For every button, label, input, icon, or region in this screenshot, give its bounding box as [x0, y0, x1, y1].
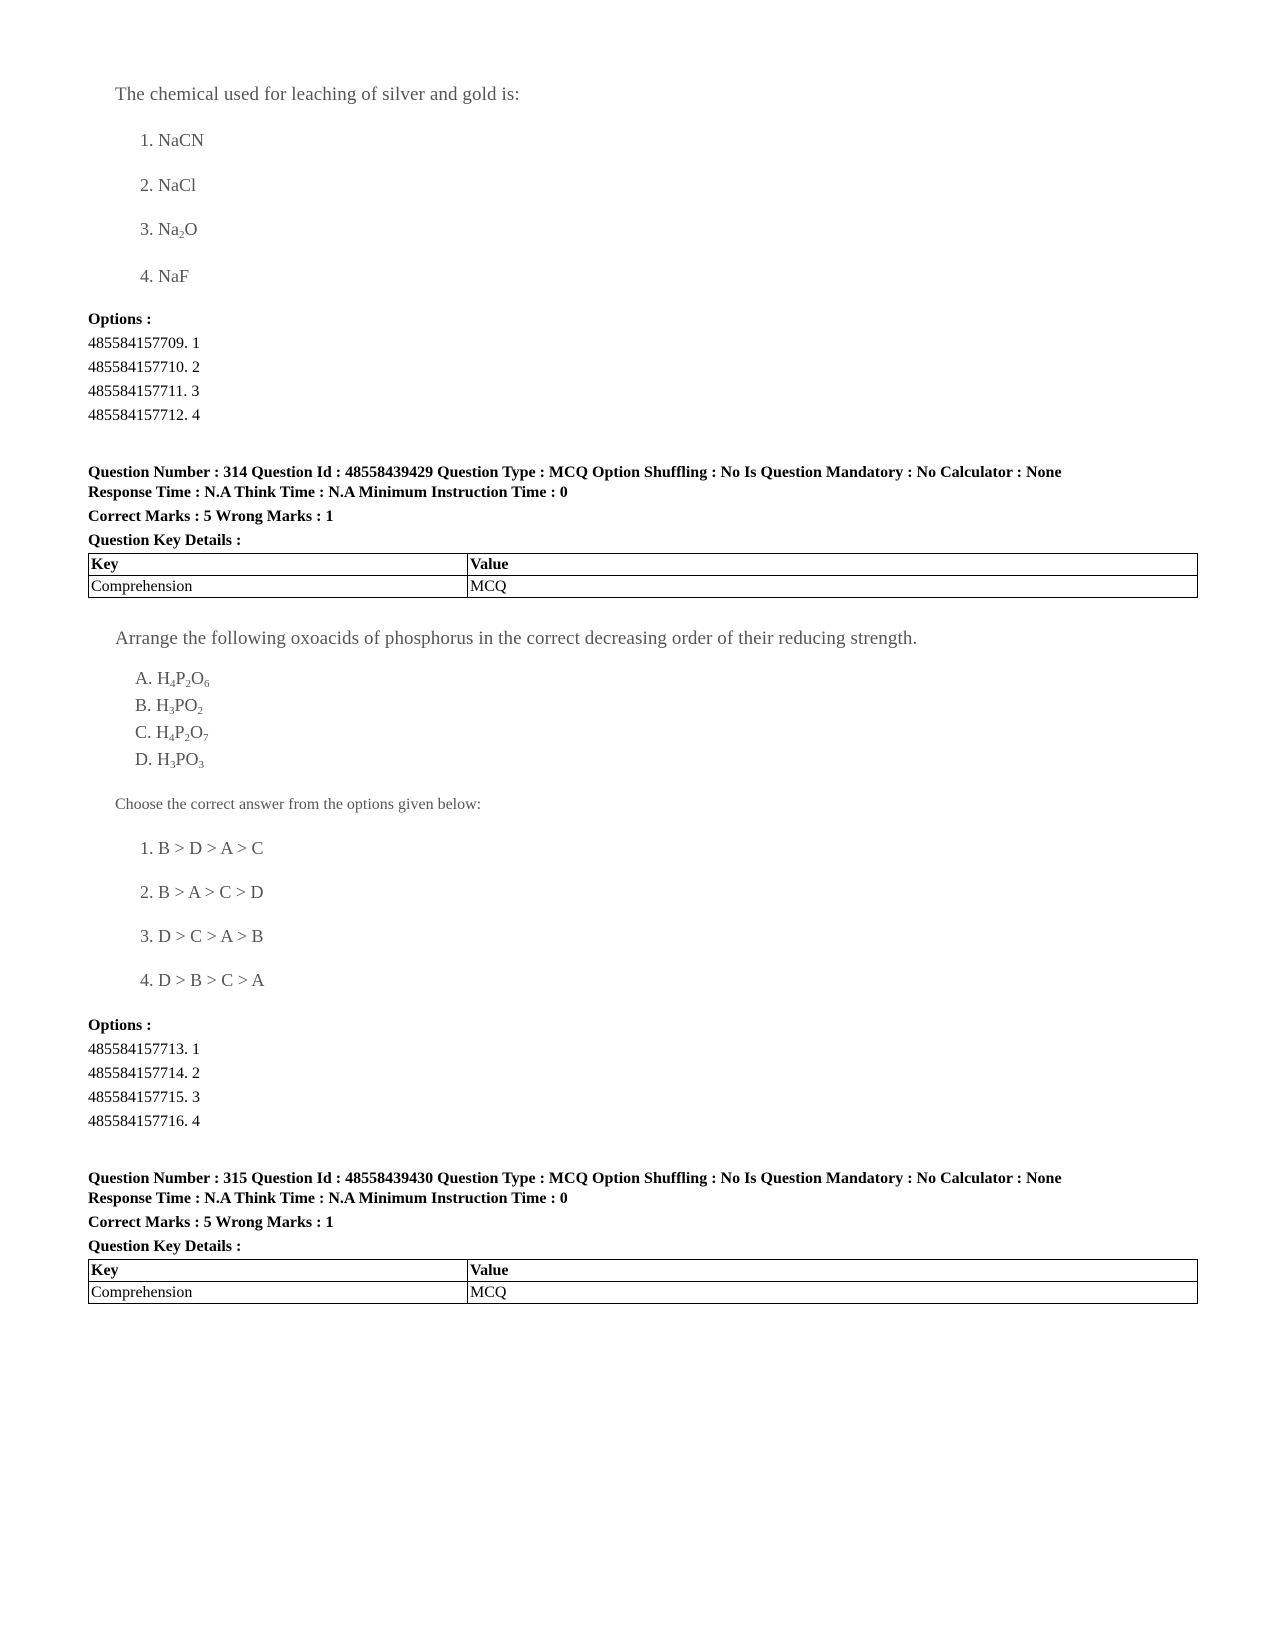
q313-image-option-3: 3. $Na_2O$ — [140, 219, 198, 241]
question-313-text: The chemical used for leaching of silver and gold is: — [115, 84, 520, 105]
question-meta-line1: Question Number : 315 Question Id : 48558439430 Question Type : MCQ Option Shuffling : No Is Question Mandatory : No Calculator : None — [88, 1170, 1062, 1187]
table-header-key: Key — [89, 1260, 468, 1282]
marks-line: Correct Marks : 5 Wrong Marks : 1 — [88, 1214, 334, 1231]
question-meta-line1: Question Number : 314 Question Id : 48558439429 Question Type : MCQ Option Shuffling : No Is Question Mandatory : No Calculator : None — [88, 464, 1062, 481]
key-details-label: Question Key Details : — [88, 1238, 242, 1255]
table-cell-key: Comprehension — [89, 576, 468, 598]
question-meta-line2: Response Time : N.A Think Time : N.A Minimum Instruction Time : 0 — [88, 484, 568, 501]
q313-image-option-1: 1. NaCN — [140, 130, 204, 150]
q314-item-d: D. $H_3PO_3$ — [135, 749, 205, 771]
list-item: 485584157715. 3 — [88, 1089, 200, 1106]
list-item: 485584157712. 4 — [88, 407, 200, 424]
question-314-meta — [88, 463, 1258, 503]
list-item: 485584157711. 3 — [88, 383, 200, 400]
table-header-value: Value — [468, 1260, 1198, 1282]
table-header-key: Key — [89, 554, 468, 576]
key-value-table — [88, 553, 1198, 598]
q314-item-c: C. $H_4P_2O_7$ — [135, 722, 209, 744]
table-cell-value: MCQ — [468, 1282, 1198, 1304]
marks-line: Correct Marks : 5 Wrong Marks : 1 — [88, 508, 334, 525]
list-item: 485584157709. 1 — [88, 335, 200, 352]
q314-item-b: B. $H_3PO_2$ — [135, 695, 204, 717]
list-item: 485584157710. 2 — [88, 359, 200, 376]
key-value-table — [88, 1259, 1198, 1304]
key-details-label: Question Key Details : — [88, 532, 242, 549]
table-header-row — [89, 1260, 1198, 1282]
list-item: 485584157714. 2 — [88, 1065, 200, 1082]
table-cell-value: MCQ — [468, 576, 1198, 598]
options-list — [88, 1038, 200, 1134]
choose-instruction: Choose the correct answer from the options given below: — [115, 796, 482, 813]
q313-image-option-4: 4. NaF — [140, 266, 189, 286]
list-item: 485584157716. 4 — [88, 1113, 200, 1130]
q313-image-option-2: 2. NaCl — [140, 175, 196, 195]
q314-image-option-4: 4. D > B > C > A — [140, 970, 265, 990]
q314-image-option-1: 1. B > D > A > C — [140, 838, 264, 858]
options-list — [88, 332, 200, 428]
q314-image-option-3: 3. D > C > A > B — [140, 926, 264, 946]
question-315-meta — [88, 1169, 1258, 1209]
table-header-row — [89, 554, 1198, 576]
q314-item-a: A. $H_4P_2O_6$ — [135, 668, 210, 690]
table-header-value: Value — [468, 554, 1198, 576]
options-label: Options : — [88, 311, 152, 328]
question-meta-line2: Response Time : N.A Think Time : N.A Minimum Instruction Time : 0 — [88, 1190, 568, 1207]
q314-image-option-2: 2. B > A > C > D — [140, 882, 264, 902]
question-314-text: Arrange the following oxoacids of phosphorus in the correct decreasing order of their reducing strength. — [115, 628, 918, 649]
table-cell-key: Comprehension — [89, 1282, 468, 1304]
list-item: 485584157713. 1 — [88, 1041, 200, 1058]
options-label: Options : — [88, 1017, 152, 1034]
table-row — [89, 1282, 1198, 1304]
table-row — [89, 576, 1198, 598]
